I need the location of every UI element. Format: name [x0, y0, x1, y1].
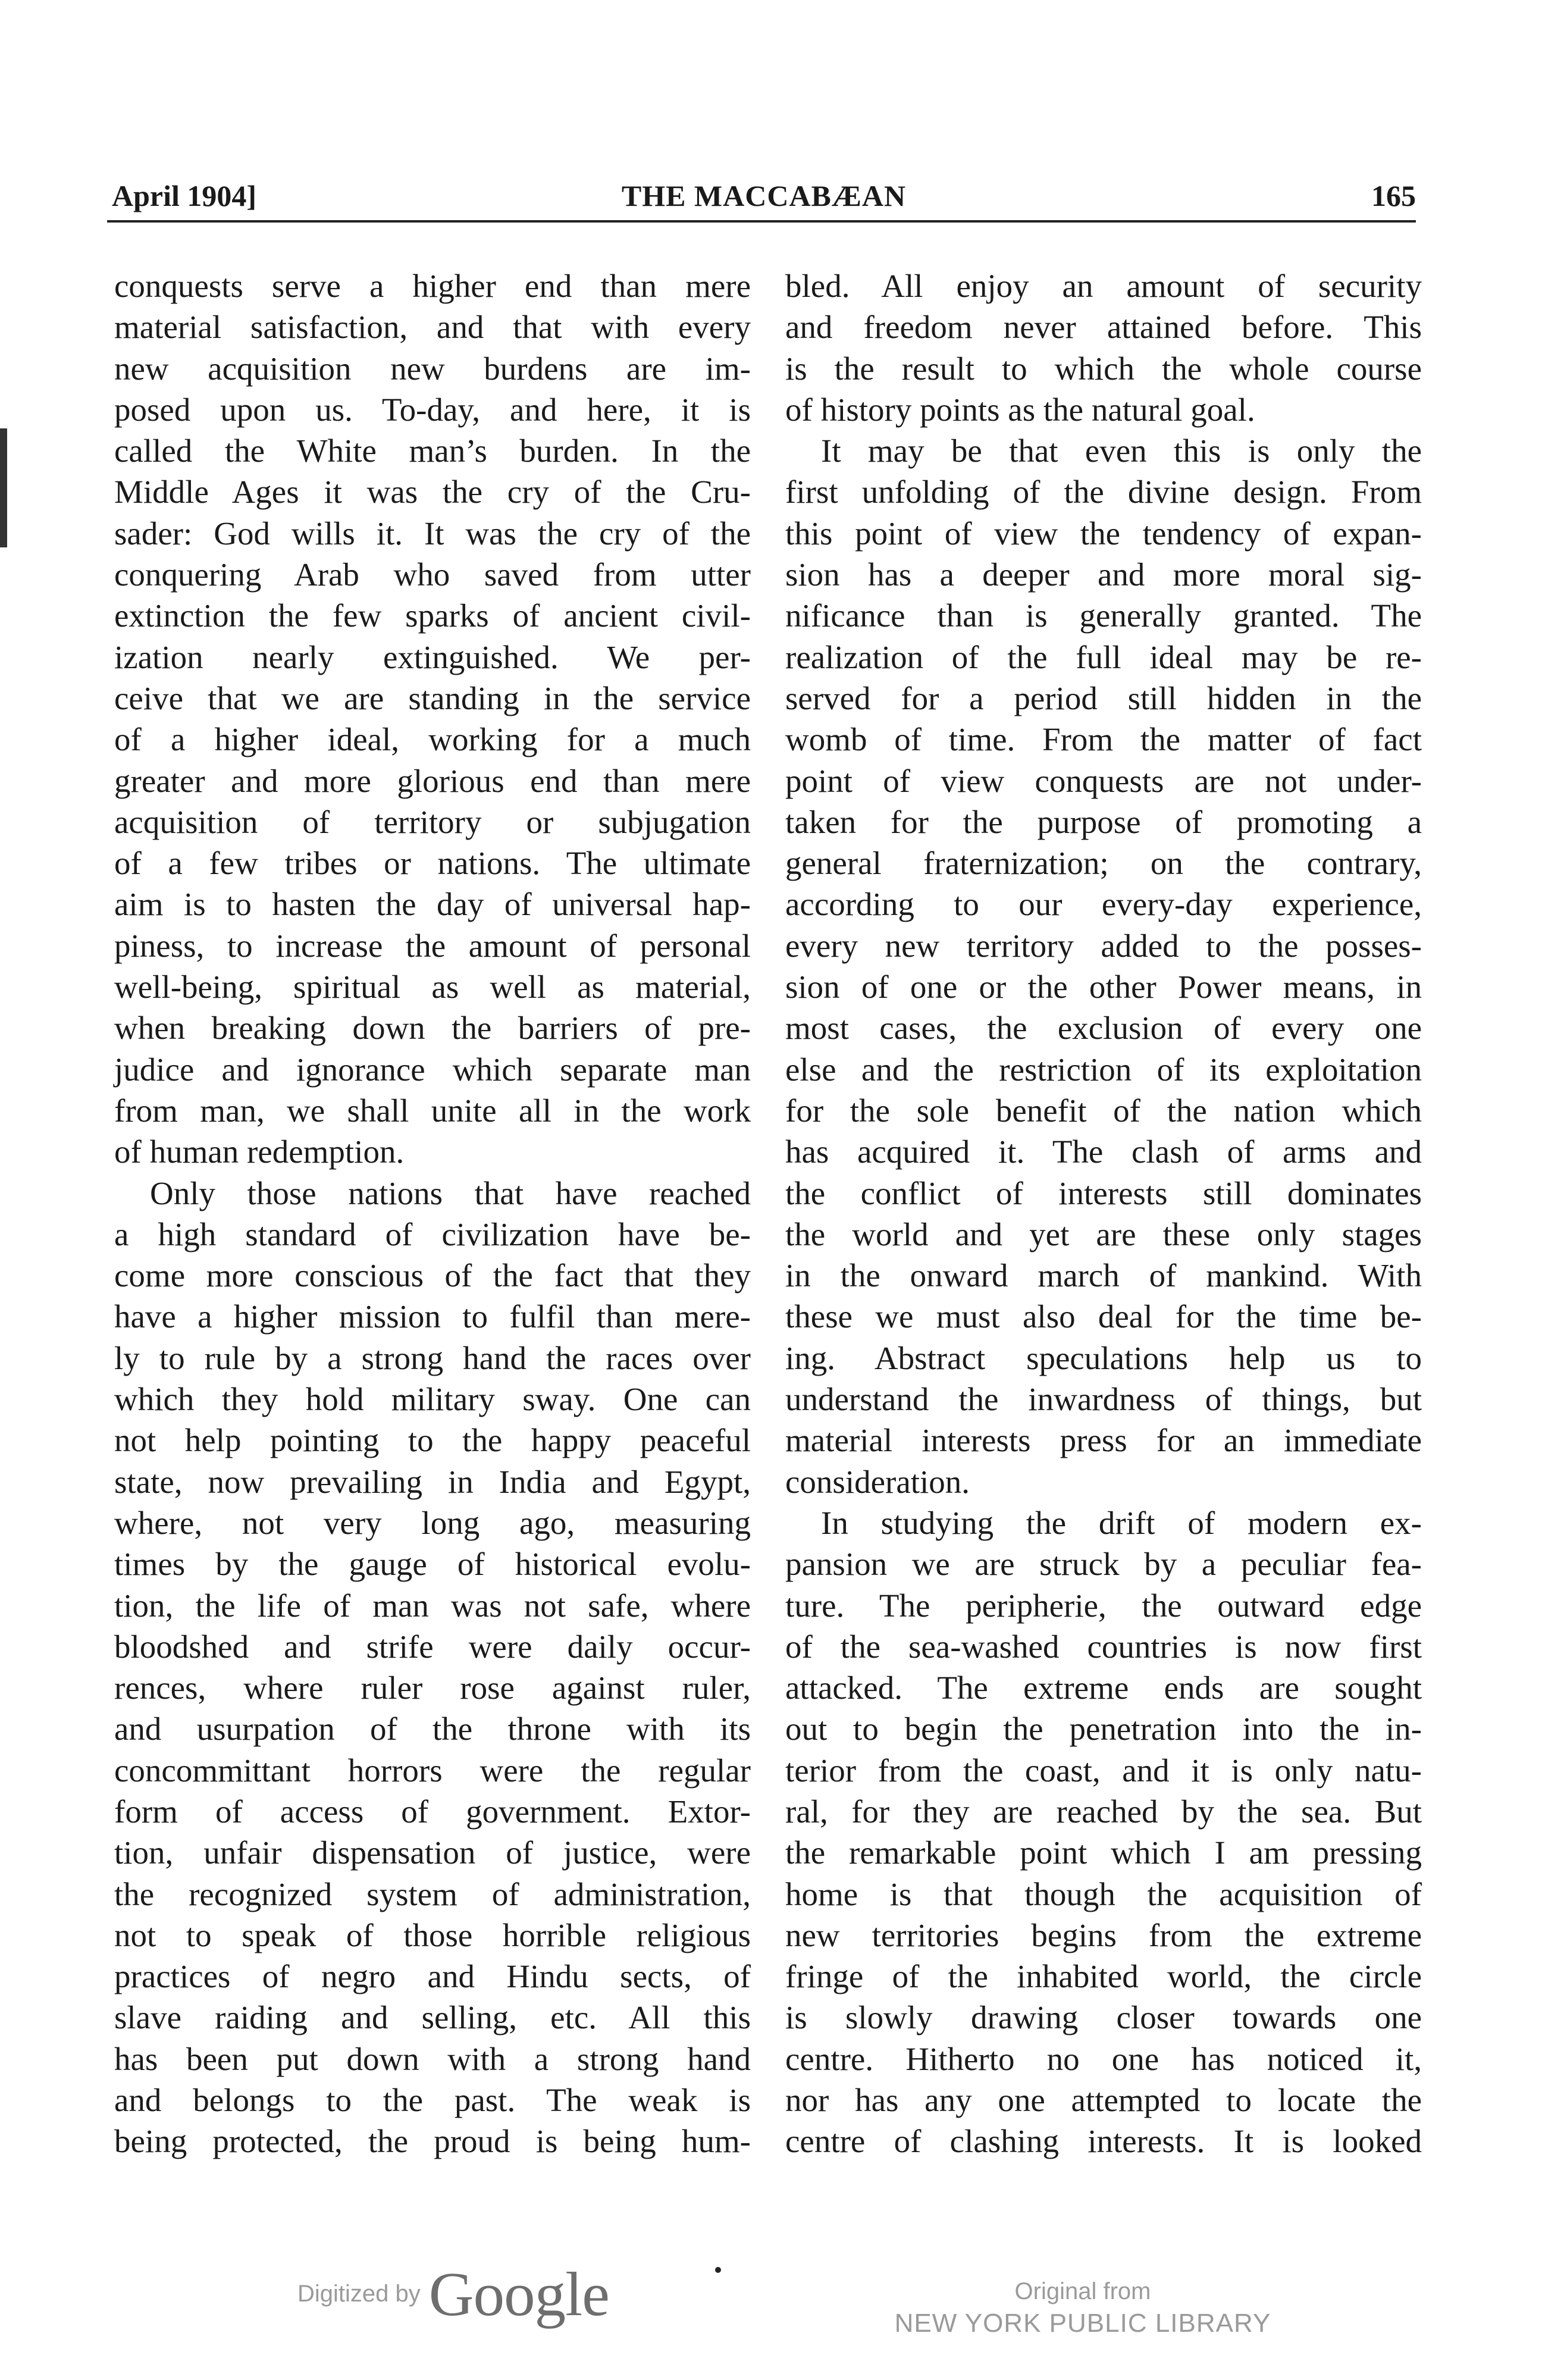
text-line: greater and more glorious end than mere	[114, 762, 751, 799]
header-date: April 1904]	[112, 179, 257, 212]
text-line: of history points as the natural goal.	[785, 391, 1255, 428]
text-line: served for a period still hidden in the	[785, 679, 1422, 716]
text-line: home is that though the acquisition of	[785, 1875, 1422, 1912]
text-line: has been put down with a strong hand	[114, 2040, 751, 2077]
original-from-label: Original from	[1014, 2278, 1151, 2304]
text-line: this point of view the tendency of expan-	[785, 515, 1422, 552]
text-line: is slowly drawing closer towards one	[785, 1999, 1422, 2036]
text-line: well-being, spiritual as well as material,	[114, 969, 751, 1006]
text-line: practices of negro and Hindu sects, of	[114, 1958, 751, 1995]
text-line: the world and yet are these only stages	[785, 1216, 1422, 1252]
left-column	[114, 265, 751, 2162]
text-line: womb of time. From the matter of fact	[785, 721, 1422, 758]
text-line: piness, to increase the amount of personal	[114, 927, 751, 964]
digitization-stamp	[297, 2249, 609, 2338]
text-line: and usurpation of the throne with its	[114, 1711, 751, 1748]
text-line: come more conscious of the fact that they	[114, 1257, 751, 1294]
text-line: first unfolding of the divine design. From	[785, 474, 1422, 511]
header-rule	[107, 220, 1416, 223]
stray-dot	[715, 2267, 721, 2273]
text-line: centre of clashing interests. It is looked	[785, 2123, 1422, 2160]
library-name: NEW YORK PUBLIC LIBRARY	[894, 2309, 1271, 2338]
text-line: which they hold military sway. One can	[114, 1381, 751, 1418]
text-line: aim is to hasten the day of universal hap-	[114, 886, 751, 923]
text-line: acquisition of territory or subjugation	[114, 803, 751, 840]
text-line: extinction the few sparks of ancient civil-	[114, 597, 751, 634]
text-line: where, not very long ago, measuring	[114, 1504, 751, 1541]
text-line: in the onward march of mankind. With	[785, 1257, 1422, 1294]
text-line: tion, the life of man was not safe, where	[114, 1587, 751, 1624]
digitized-by-label: Digitized by	[297, 2280, 421, 2307]
text-line: for the sole benefit of the nation which	[785, 1092, 1422, 1129]
text-line: out to begin the penetration into the in-	[785, 1711, 1422, 1748]
text-line: consideration.	[785, 1463, 970, 1500]
text-line: from man, we shall unite all in the work	[114, 1092, 751, 1129]
text-line: bloodshed and strife were daily occur-	[114, 1628, 751, 1665]
text-line: judice and ignorance which separate man	[114, 1051, 751, 1088]
text-line: new territories begins from the extreme	[785, 1916, 1422, 1953]
text-line: of the sea-washed countries is now first	[785, 1628, 1422, 1665]
journal-title: THE MACCABÆAN	[621, 179, 907, 212]
text-line: centre. Hitherto no one has noticed it,	[785, 2040, 1422, 2077]
text-line: a high standard of civilization have be-	[114, 1216, 751, 1252]
text-line: material interests press for an immediate	[785, 1422, 1422, 1459]
text-line: rences, where ruler rose against ruler,	[114, 1670, 751, 1706]
text-line: In studying the drift of modern ex-	[821, 1504, 1422, 1541]
right-column	[785, 265, 1422, 2162]
text-line: Only those nations that have reached	[150, 1175, 751, 1211]
text-line: when breaking down the barriers of pre-	[114, 1010, 751, 1047]
text-line: according to our every-day experience,	[785, 886, 1422, 923]
text-line: nificance than is generally granted. The	[785, 597, 1422, 634]
text-line: the conflict of interests still dominates	[785, 1175, 1422, 1211]
text-line: sader: God wills it. It was the cry of the	[114, 515, 751, 552]
text-line: form of access of government. Extor-	[114, 1793, 751, 1830]
text-line: ture. The peripherie, the outward edge	[785, 1587, 1422, 1624]
text-line: called the White man’s burden. In the	[114, 433, 751, 469]
text-line: realization of the full ideal may be re-	[785, 638, 1422, 675]
text-line: posed upon us. To-day, and here, it is	[114, 391, 751, 428]
text-line: pansion we are struck by a peculiar fea-	[785, 1546, 1422, 1583]
text-line: of a higher ideal, working for a much	[114, 721, 751, 758]
text-line: tion, unfair dispensation of justice, were	[114, 1834, 751, 1871]
text-line: not help pointing to the happy peaceful	[114, 1422, 751, 1459]
provenance-stamp	[880, 2276, 1285, 2340]
text-line: the remarkable point which I am pressing	[785, 1834, 1422, 1871]
text-line: slave raiding and selling, etc. All this	[114, 1999, 751, 2036]
text-line: general fraternization; on the contrary,	[785, 845, 1422, 882]
text-line: being protected, the proud is being hum-	[114, 2123, 751, 2160]
text-line: is the result to which the whole course	[785, 350, 1422, 387]
text-line: ing. Abstract speculations help us to	[785, 1339, 1422, 1376]
text-line: fringe of the inhabited world, the circle	[785, 1958, 1422, 1995]
text-line: understand the inwardness of things, but	[785, 1381, 1422, 1418]
text-line: these we must also deal for the time be-	[785, 1298, 1422, 1335]
text-line: material satisfaction, and that with every	[114, 309, 751, 346]
text-line: bled. All enjoy an amount of security	[785, 268, 1422, 304]
text-line: else and the restriction of its exploitation	[785, 1051, 1422, 1088]
text-line: concommittant horrors were the regular	[114, 1752, 751, 1789]
text-line: taken for the purpose of promoting a	[785, 803, 1422, 840]
text-line: point of view conquests are not under-	[785, 762, 1422, 799]
text-line: ral, for they are reached by the sea. But	[785, 1793, 1422, 1830]
text-line: new acquisition new burdens are im-	[114, 350, 751, 387]
text-line: conquering Arab who saved from utter	[114, 556, 751, 593]
text-line: ization nearly extinguished. We per-	[114, 638, 751, 675]
text-line: every new territory added to the posses-	[785, 927, 1422, 964]
text-line: has acquired it. The clash of arms and	[785, 1133, 1422, 1170]
text-line: most cases, the exclusion of every one	[785, 1010, 1422, 1047]
page-number: 165	[1371, 179, 1416, 212]
binding-edge-mark	[0, 428, 7, 547]
text-line: ceive that we are standing in the service	[114, 679, 751, 716]
text-line: of a few tribes or nations. The ultimate	[114, 845, 751, 882]
text-line: times by the gauge of historical evolu-	[114, 1546, 751, 1583]
text-line: attacked. The extreme ends are sought	[785, 1670, 1422, 1706]
text-line: the recognized system of administration,	[114, 1875, 751, 1912]
text-line: terior from the coast, and it is only natu-	[785, 1752, 1422, 1789]
text-line: have a higher mission to fulfil than mere-	[114, 1298, 751, 1335]
text-line: and freedom never attained before. This	[785, 309, 1422, 346]
text-line: sion has a deeper and more moral sig-	[785, 556, 1422, 593]
text-line: of human redemption.	[114, 1133, 405, 1170]
text-line: Middle Ages it was the cry of the Cru-	[114, 474, 751, 511]
google-logo: Google	[428, 2259, 609, 2329]
text-line: sion of one or the other Power means, in	[785, 969, 1422, 1006]
text-line: conquests serve a higher end than mere	[114, 268, 751, 304]
running-header	[112, 178, 1416, 225]
text-line: and belongs to the past. The weak is	[114, 2082, 751, 2119]
text-line: It may be that even this is only the	[821, 433, 1422, 469]
text-line: state, now prevailing in India and Egypt,	[114, 1463, 751, 1500]
text-line: nor has any one attempted to locate the	[785, 2082, 1422, 2119]
text-line: ly to rule by a strong hand the races over	[114, 1339, 751, 1376]
text-line: not to speak of those horrible religious	[114, 1916, 751, 1953]
